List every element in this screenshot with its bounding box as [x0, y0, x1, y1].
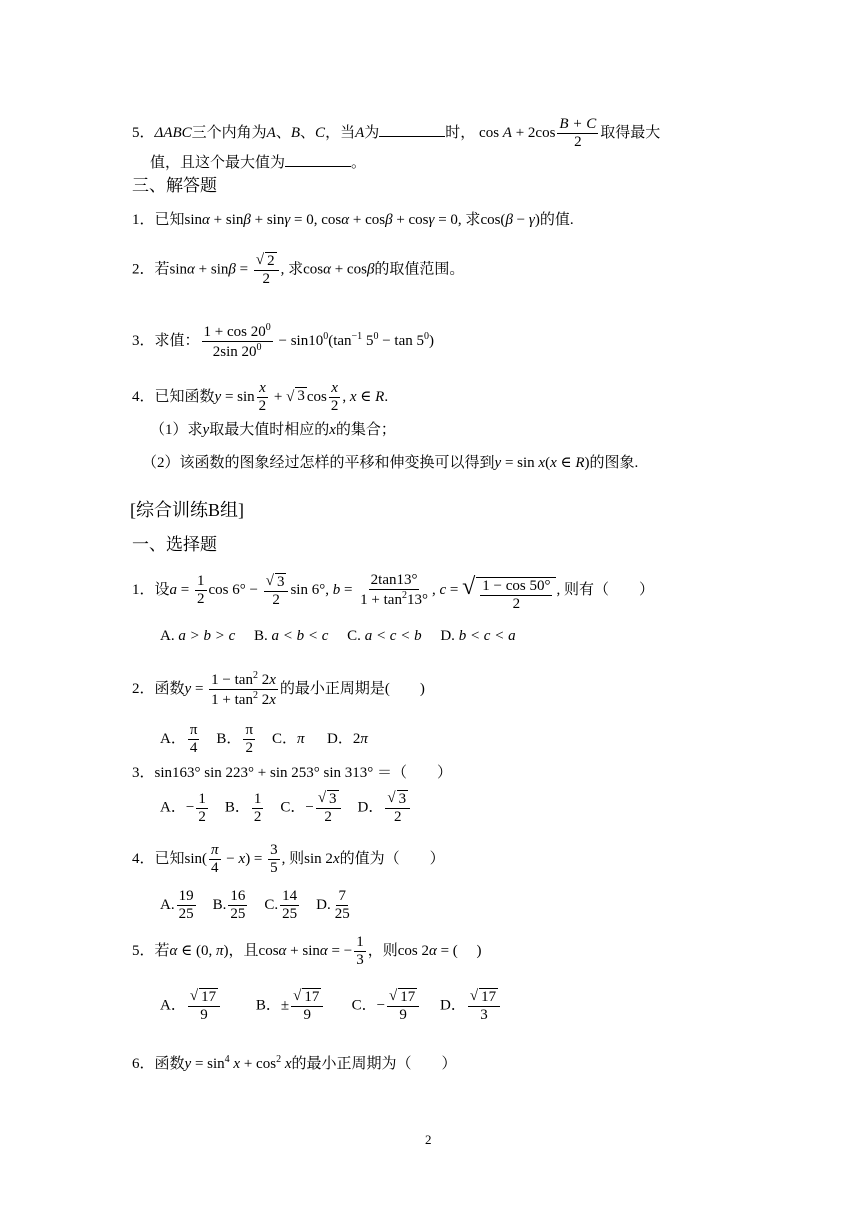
- b-q1-options: A. a > b > c B. a < b < c C. a < c < b D. b < c < a: [160, 628, 516, 644]
- q5-line-1: 5．ΔABC三个内角为A、B、C，当A为 时， cos A + 2cos $\frac{B + C}{2}$ 取得最大: [132, 116, 661, 151]
- solve-q2: 2．若sinα + sinβ = √ 2 2 , 求cosα + cosβ的取值范围。: [132, 252, 465, 288]
- b-q6: 6．函数$y = \sin^4 x + \cos^2 x$的最小正周期为（ ）: [132, 1054, 457, 1072]
- b-q4: 4．已知sin( $\frac{\pi}{4}$ − x) = $\frac{3}{5}$ , 则sin 2x的值为（ ）: [132, 842, 445, 877]
- b-q5-options: A． √ 17 9 B．± √ 17 9 C．− √ 17 9 D． √ 17 3: [160, 988, 502, 1025]
- solve-q4-sub2: （2）该函数的图象经过怎样的平移和伸变换可以得到y = sin x(x ∈ R)的图象.: [142, 455, 639, 471]
- section-b-heading: 一、选择题: [132, 535, 217, 554]
- solve-q1: 1．已知sinα + sinβ + sinγ = 0, cosα + cosβ + cosγ = 0, 求cos(β − γ)的值.: [132, 212, 574, 228]
- q5-line-2: 值，且这个最大值为 。: [150, 152, 366, 173]
- section-heading-3: 三、解答题: [132, 176, 217, 195]
- solve-q4: 4．已知函数y = sin $\frac{x}{2}$ + √ 3 cos $\frac{x}{2}$ , x ∈ R.: [132, 380, 389, 415]
- b-q3-options: A．− $\frac{1}{2}$ B． $\frac{1}{2}$ C．− √ 3 2 D． √ 3 2: [160, 790, 412, 827]
- section-b-title: [综合训练B组]: [130, 500, 244, 520]
- b-q5: 5．若α ∈ (0, π)，且cosα + sinα = − $\frac{1}{3}$ ，则cos 2α = ( ): [132, 934, 482, 969]
- b-q2: 2．函数y = $\frac{1 - \tan^2 2x}{1 + \tan^2 2x}$ 的最小正周期是( ): [132, 670, 425, 709]
- b-q2-options: A． $\frac{\pi}{4}$ B． $\frac{\pi}{2}$ C．π D．2π: [160, 722, 368, 757]
- solve-q4-sub1: （1）求y取最大值时相应的x的集合；: [150, 422, 396, 438]
- b-q4-options: A. $\frac{19}{25}$ B. $\frac{16}{25}$ C. $\frac{14}{25}$ D. $\frac{7}{25}$: [160, 888, 350, 923]
- solve-q3: 3．求值： $\frac{1 + \cos 20^0}{2\sin 20^0}$ − $\sin 10^0(\tan^{-1}$ $5^0 - \tan 5^0$): [132, 322, 434, 361]
- page-number: 2: [425, 1132, 432, 1147]
- b-q1: 1．设a = $\frac{1}{2}$ cos 6° − √ 3 2 sin 6°, b = $\frac{2\tan 13^\circ}{1 + \tan^213^\circ}$ , c = √ $\frac{1 - \cos 50^\circ}{2}$ , 则有（ ）: [132, 572, 654, 613]
- b-q3: 3．sin163° sin 223° + sin 253° sin 313° ＝（ ）: [132, 765, 453, 781]
